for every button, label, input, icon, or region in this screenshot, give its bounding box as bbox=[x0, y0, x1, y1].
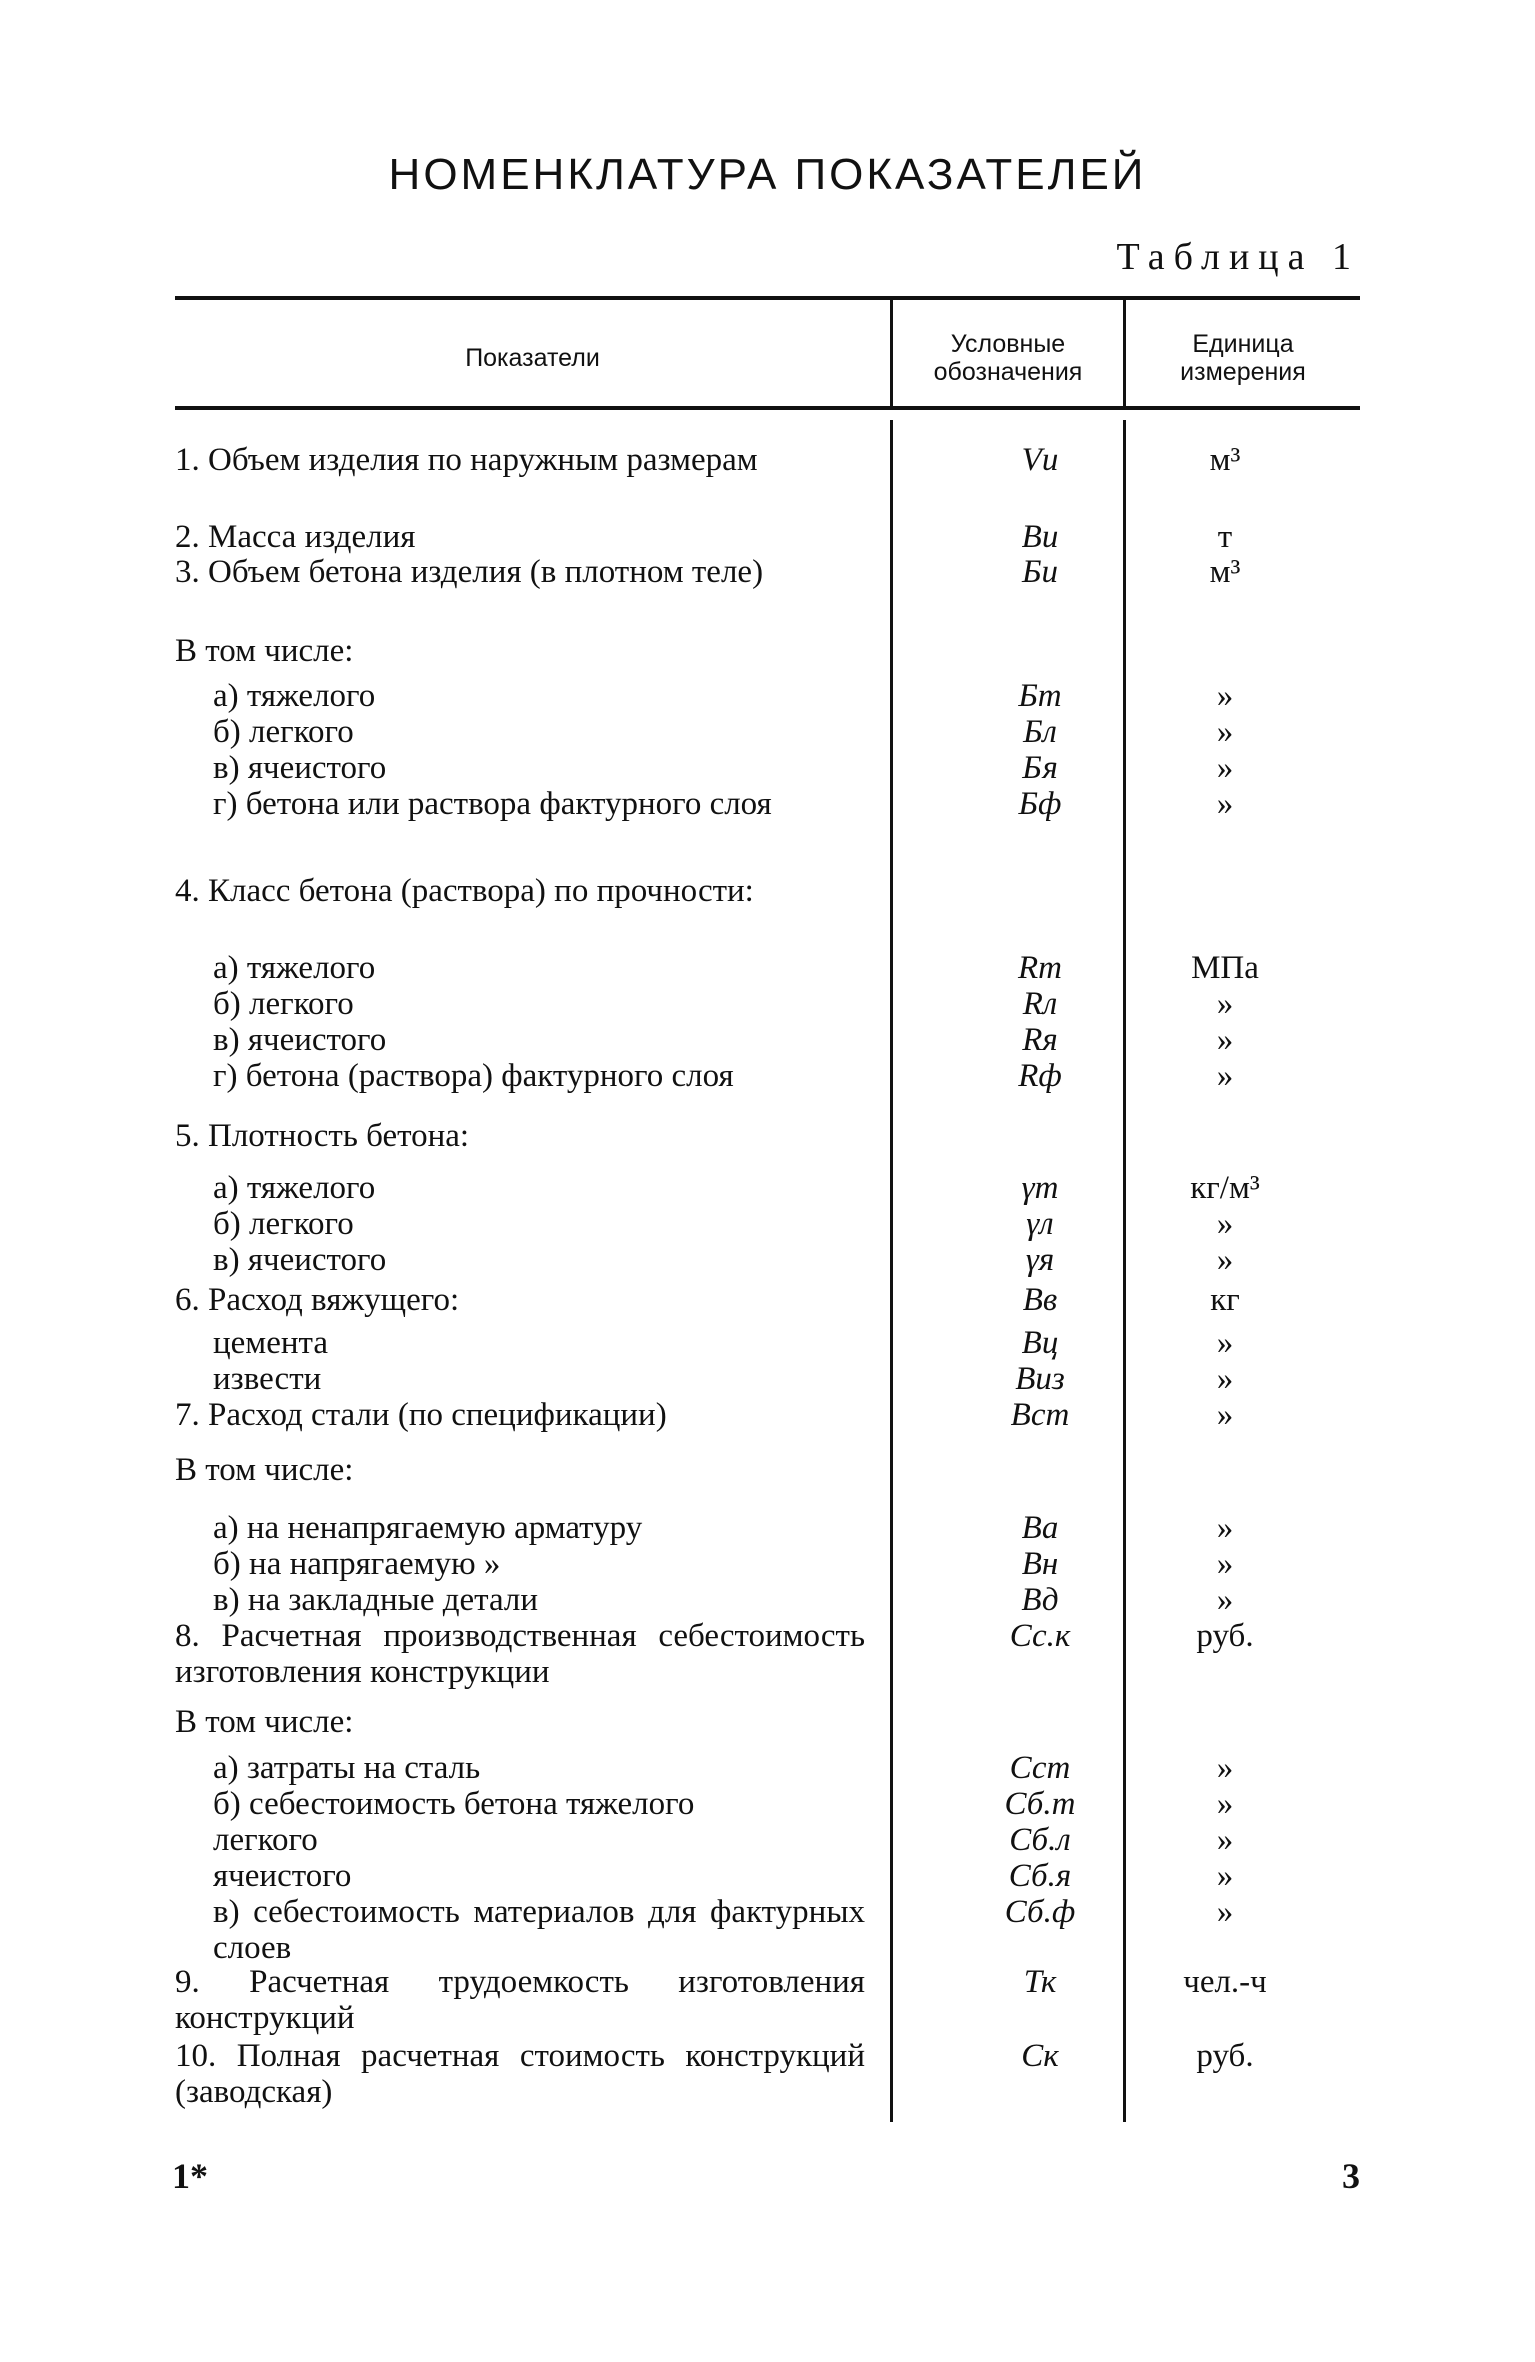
symbol-cell: Сст bbox=[1009, 1750, 1071, 1786]
unit-cell: » bbox=[1216, 1750, 1234, 1786]
indicator-cell: б) на напрягаемую » bbox=[213, 1546, 501, 1582]
indicator-cell: 9. Расчетная трудоемкость изготовления конструкций bbox=[175, 1964, 865, 2036]
header-indicator: Показатели bbox=[465, 344, 600, 372]
unit-cell: руб. bbox=[1196, 1618, 1254, 1654]
symbol-cell: Сб.л bbox=[1009, 1822, 1071, 1858]
indicator-cell: цемента bbox=[213, 1325, 328, 1361]
indicator-cell: б) легкого bbox=[213, 986, 354, 1022]
symbol-cell: γт bbox=[1021, 1170, 1059, 1206]
unit-cell: » bbox=[1216, 1397, 1234, 1433]
symbol-cell: Vи bbox=[1021, 442, 1059, 478]
page-number: 3 bbox=[1342, 2156, 1360, 2196]
indicator-cell: В том числе: bbox=[175, 1704, 354, 1740]
symbol-cell: Вв bbox=[1022, 1282, 1058, 1318]
symbol-cell: Бт bbox=[1018, 678, 1062, 714]
symbol-cell: Виз bbox=[1015, 1361, 1065, 1397]
table-label: Таблица 1 bbox=[1116, 236, 1360, 278]
indicator-cell: г) бетона (раствора) фактурного слоя bbox=[213, 1058, 734, 1094]
unit-cell: » bbox=[1216, 1058, 1234, 1094]
unit-cell: » bbox=[1216, 1822, 1234, 1858]
unit-cell: » bbox=[1216, 1582, 1234, 1618]
indicator-cell: в) ячеистого bbox=[213, 750, 387, 786]
symbol-cell: Вст bbox=[1010, 1397, 1070, 1433]
symbol-cell: Вц bbox=[1021, 1325, 1059, 1361]
unit-cell: » bbox=[1216, 714, 1234, 750]
table-top-rule bbox=[175, 296, 1360, 300]
unit-cell: МПа bbox=[1191, 950, 1259, 986]
symbol-cell: Ва bbox=[1021, 1510, 1059, 1546]
unit-cell: кг bbox=[1210, 1282, 1240, 1318]
indicator-cell: извести bbox=[213, 1361, 322, 1397]
symbol-cell: Бф bbox=[1018, 786, 1062, 822]
unit-cell: » bbox=[1216, 750, 1234, 786]
symbol-cell: Rл bbox=[1022, 986, 1058, 1022]
symbol-cell: Вн bbox=[1021, 1546, 1059, 1582]
indicator-cell: 10. Полная расчетная стоимость конструкций (заводская) bbox=[175, 2038, 865, 2110]
indicator-cell: легкого bbox=[213, 1822, 318, 1858]
indicator-cell: В том числе: bbox=[175, 1452, 354, 1488]
symbol-cell: Сб.ф bbox=[1004, 1894, 1076, 1930]
symbol-cell: γя bbox=[1025, 1242, 1055, 1278]
indicator-cell: 4. Класс бетона (раствора) по прочности: bbox=[175, 873, 754, 909]
symbol-cell: Тк bbox=[1023, 1964, 1057, 2000]
unit-cell: руб. bbox=[1196, 2038, 1254, 2074]
indicator-cell: а) тяжелого bbox=[213, 950, 376, 986]
indicator-cell: 6. Расход вяжущего: bbox=[175, 1282, 460, 1318]
unit-cell: » bbox=[1216, 1858, 1234, 1894]
symbol-cell: Сб.т bbox=[1004, 1786, 1076, 1822]
column-divider-1-body bbox=[890, 420, 893, 2122]
unit-cell: » bbox=[1216, 1022, 1234, 1058]
unit-cell: » bbox=[1216, 1361, 1234, 1397]
symbol-cell: Сс.к bbox=[1009, 1618, 1071, 1654]
indicator-cell: г) бетона или раствора фактурного слоя bbox=[213, 786, 772, 822]
symbol-cell: Би bbox=[1022, 554, 1058, 590]
indicator-cell: в) на закладные детали bbox=[213, 1582, 539, 1618]
symbol-cell: Ск bbox=[1021, 2038, 1059, 2074]
symbol-cell: Rф bbox=[1018, 1058, 1062, 1094]
indicator-cell: 5. Плотность бетона: bbox=[175, 1118, 470, 1154]
indicator-cell: б) легкого bbox=[213, 714, 354, 750]
page-title: НОМЕНКЛАТУРА ПОКАЗАТЕЛЕЙ bbox=[388, 150, 1147, 199]
unit-cell: » bbox=[1216, 1242, 1234, 1278]
unit-cell: чел.-ч bbox=[1183, 1964, 1267, 2000]
unit-cell: » bbox=[1216, 786, 1234, 822]
indicator-cell: б) себестоимость бетона тяжелого bbox=[213, 1786, 695, 1822]
symbol-cell: Вд bbox=[1021, 1582, 1059, 1618]
indicator-cell: а) затраты на сталь bbox=[213, 1750, 481, 1786]
symbol-cell: Rт bbox=[1018, 950, 1062, 986]
indicator-cell: а) тяжелого bbox=[213, 1170, 376, 1206]
unit-cell: т bbox=[1217, 519, 1233, 555]
symbol-cell: Сб.я bbox=[1008, 1858, 1072, 1894]
indicator-cell: в) ячеистого bbox=[213, 1022, 387, 1058]
indicator-cell: б) легкого bbox=[213, 1206, 354, 1242]
unit-cell: » bbox=[1216, 986, 1234, 1022]
unit-cell: м³ bbox=[1209, 442, 1241, 478]
symbol-cell: γл bbox=[1026, 1206, 1054, 1242]
indicator-cell: а) на ненапрягаемую арматуру bbox=[213, 1510, 643, 1546]
unit-cell: » bbox=[1216, 1894, 1234, 1930]
unit-cell: » bbox=[1216, 1786, 1234, 1822]
unit-cell: » bbox=[1216, 1510, 1234, 1546]
indicator-cell: В том числе: bbox=[175, 633, 354, 669]
unit-cell: » bbox=[1216, 1325, 1234, 1361]
indicator-cell: в) себестоимость материалов для фактурных слоев bbox=[213, 1894, 865, 1966]
symbol-cell: Бя bbox=[1022, 750, 1058, 786]
symbol-cell: Ви bbox=[1021, 519, 1059, 555]
unit-cell: » bbox=[1216, 1206, 1234, 1242]
unit-cell: » bbox=[1216, 678, 1234, 714]
unit-cell: м³ bbox=[1209, 554, 1241, 590]
indicator-cell: в) ячеистого bbox=[213, 1242, 387, 1278]
indicator-cell: 2. Масса изделия bbox=[175, 519, 416, 555]
header-symbol: Условные обозначения bbox=[933, 330, 1083, 386]
indicator-cell: а) тяжелого bbox=[213, 678, 376, 714]
unit-cell: » bbox=[1216, 1546, 1234, 1582]
indicator-cell: 3. Объем бетона изделия (в плотном теле) bbox=[175, 554, 764, 590]
indicator-cell: 1. Объем изделия по наружным размерам bbox=[175, 442, 758, 478]
page-signature: 1* bbox=[172, 2156, 208, 2196]
indicator-cell: 8. Расчетная производственная себестоимость изготовления конструкции bbox=[175, 1618, 865, 1690]
header-unit: Единица измерения bbox=[1180, 330, 1306, 386]
symbol-cell: Бл bbox=[1023, 714, 1057, 750]
indicator-cell: ячеистого bbox=[213, 1858, 352, 1894]
symbol-cell: Rя bbox=[1022, 1022, 1058, 1058]
unit-cell: кг/м³ bbox=[1190, 1170, 1260, 1206]
indicator-cell: 7. Расход стали (по спецификации) bbox=[175, 1397, 667, 1433]
